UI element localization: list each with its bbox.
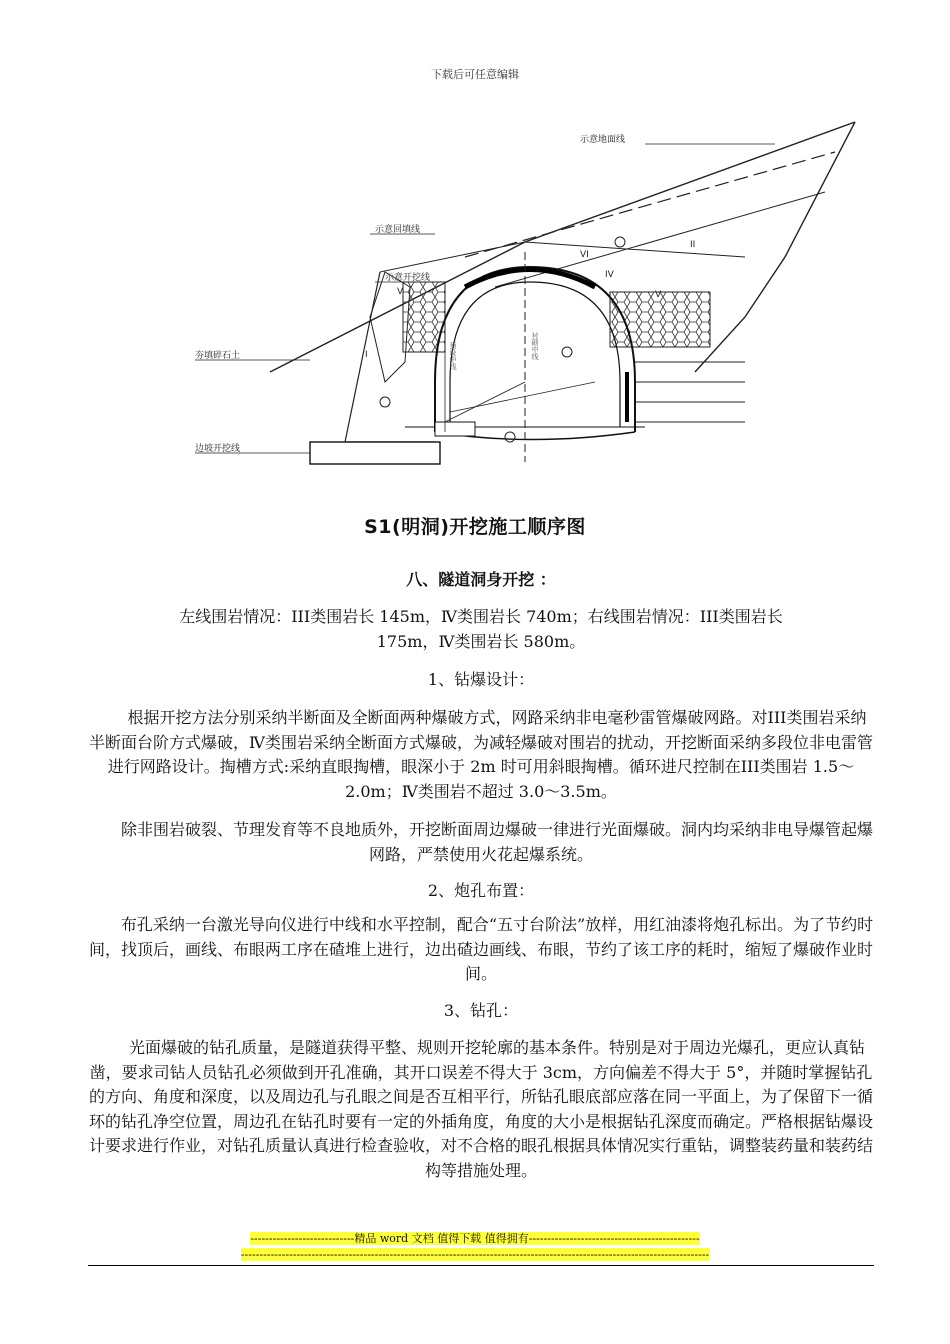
- heading-drilling-blasting-design: 1、钻爆设计：: [427, 670, 535, 689]
- roman-ii: II: [690, 240, 696, 250]
- header-note: 下载后可任意编辑: [431, 68, 519, 81]
- label-ground-line: 示意地面线: [580, 135, 626, 145]
- rock-conditions-line2: 175m，Ⅳ类围岩长 580m。: [376, 631, 586, 651]
- label-lining-center: 衬砌中线: [531, 332, 539, 360]
- footer-banner: [0, 1232, 950, 1246]
- paragraph-blasthole-layout: 布孔采纳一台激光导向仪进行中线和水平控制，配合“五寸台阶法”放样，用红油漆将炮孔标出。为了节约时间，找顶后，画线、布眼两工序在碴堆上进行，边出碴边画线、布眼，节约了该工序的耗时，缩短了爆破作业时间。: [88, 915, 874, 983]
- rock-conditions-line1: 左线围岩情况：III类围岩长 145m，Ⅳ类围岩长 740m；右线围岩情况：III类围岩长: [179, 607, 783, 626]
- roman-v-right: V: [655, 290, 662, 300]
- label-slope-excavation: 边坡开挖线: [195, 444, 241, 454]
- roman-v-left: V: [397, 287, 404, 297]
- roman-i: I: [365, 350, 368, 360]
- footer-rule: [88, 1265, 874, 1266]
- paragraph-drilling: 光面爆破的钻孔质量，是隧道获得平整、规则开挖轮廓的基本条件。特别是对于周边光爆孔，更应认真钻凿，要求司钻人员钻孔必须做到开孔准确，其开口误差不得大于 3cm，方向偏差不得大于 5°，并随时掌握钻孔的方向、角度和深度，以及周边孔与孔眼之间是否互相平行，所钻孔眼底部应落在同一平面上，为了保留下一循环的钻孔净空位置，周边孔在钻孔时要有一定的外插角度，角度的大小是根据钻孔深度而确定。严格根据钻爆设计要求进行作业，对钻孔质量认真进行检查验收，对不合格的眼孔根据具体情况实行重钻，调整装药量和装药结构等措施处理。: [88, 1038, 873, 1180]
- ground-slope: [695, 122, 855, 372]
- tunnel-excavation-diagram: [135, 82, 885, 552]
- section-title: 八、隧道洞身开挖 ：: [406, 570, 556, 589]
- footer-dashes: [0, 1248, 950, 1262]
- ground-line: [270, 122, 855, 372]
- label-backfill-line: 示意回填线: [375, 225, 421, 235]
- figure-caption: S1(明洞)开挖施工顺序图: [364, 516, 586, 538]
- label-spoil: 夯填碎石土: [195, 351, 241, 361]
- footer-dashes-text: ------------------------------------------------------------------------------------------------------------------------------: [240, 1248, 710, 1261]
- heading-blasthole-layout: 2、炮孔布置：: [427, 881, 535, 900]
- paragraph-smooth-blasting: 除非围岩破裂、节理发育等不良地质外，开挖断面周边爆破一律进行光面爆破。洞内均采纳非电导爆管起爆网路，严禁使用火花起爆系统。: [120, 820, 873, 864]
- roman-iv: IV: [605, 270, 614, 280]
- label-pre-support: 预设中线: [449, 342, 457, 370]
- heading-drilling: 3、钻孔：: [443, 1001, 519, 1020]
- paragraph-blasting-design: 根据开挖方法分别采纳半断面及全断面两种爆破方式，网路采纳非电毫秒雷管爆破网路。对III类围岩采纳半断面台阶方式爆破，Ⅳ类围岩采纳全断面方式爆破，为减轻爆破对围岩的扰动，开挖断面采纳多段位非电雷管进行网路设计。掏槽方式:采纳直眼掏槽，眼深小于 2m 时可用斜眼掏槽。循环进尺控制在III类围岩 1.5～2.0m；Ⅳ类围岩不超过 3.0～3.5m。: [89, 708, 873, 801]
- footer-banner-text: ----------------------------精品 word 文档 值得下载 值得拥有----------------------------------------------: [250, 1232, 700, 1245]
- roman-vi: VI: [580, 250, 589, 260]
- rock-conditions: [88, 605, 874, 654]
- label-excavation-line: 示意开挖线: [385, 273, 431, 283]
